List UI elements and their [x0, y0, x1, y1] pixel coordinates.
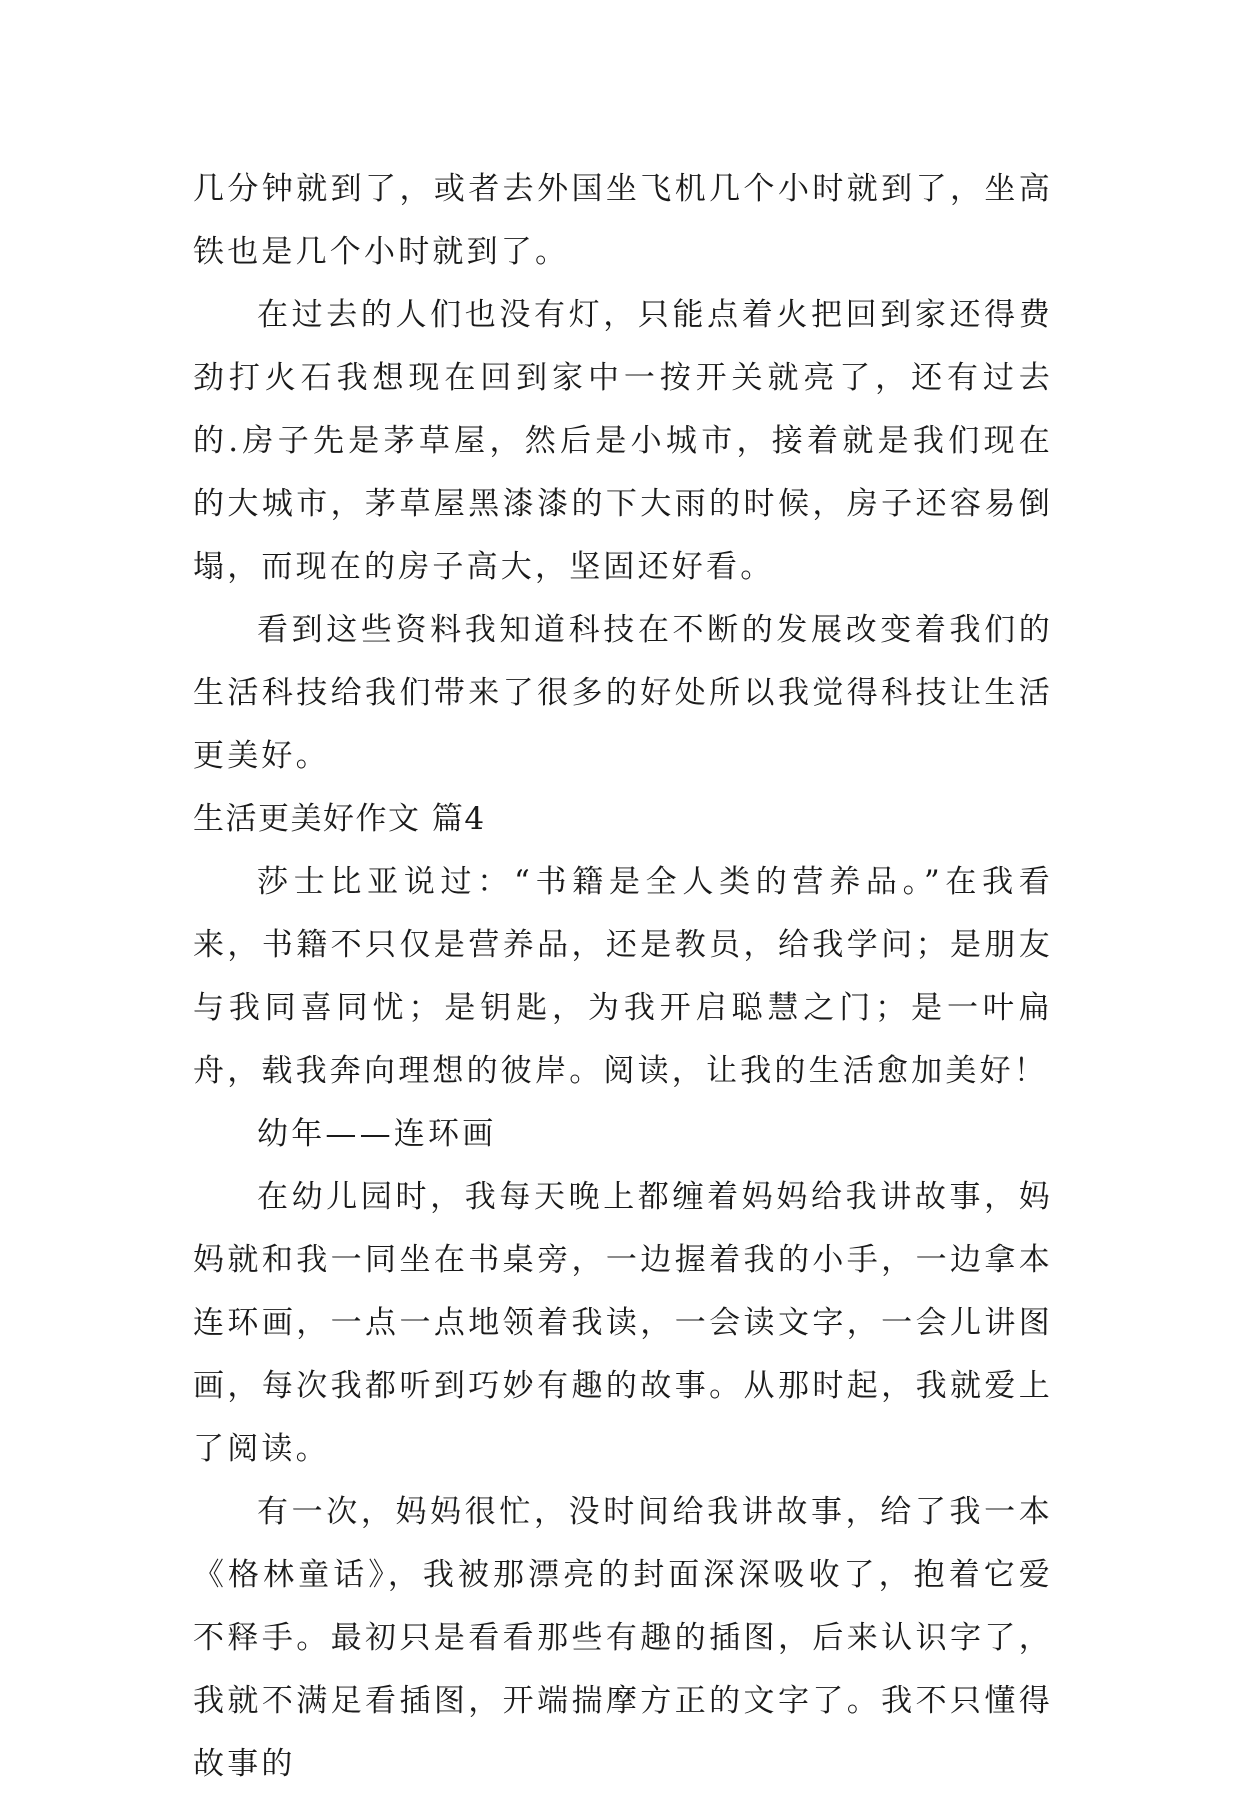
- section-heading: 生活更美好作文 篇4: [193, 801, 486, 837]
- paragraph-conclusion: 看到这些资料我知道科技在不断的发展改变着我们的生活科技给我们带来了很多的好处所以我觉得科技让生活更美好。: [193, 612, 1053, 774]
- paragraph-past-life: 在过去的人们也没有灯，只能点着火把回到家还得费劲打火石我想现在回到家中一按开关就亮了，还有过去的.房子先是茅草屋，然后是小城市，接着就是我们现在的大城市，茅草屋黑漆漆的下大雨的时候，房子还容易倒塌，而现在的房子高大，坚固还好看。: [193, 297, 1053, 585]
- paragraph-travel: 几分钟就到了，或者去外国坐飞机几个小时就到了，坐高铁也是几个小时就到了。: [193, 171, 1053, 270]
- paragraph-shakespeare: 莎士比亚说过：“书籍是全人类的营养品。”在我看来，书籍不只仅是营养品，还是教员，给我学问；是朋友与我同喜同忧；是钥匙，为我开启聪慧之门；是一叶扁舟，载我奔向理想的彼岸。阅读，让我的生活愈加美好！: [193, 864, 1053, 1089]
- subheading-childhood: 幼年——连环画: [257, 1116, 497, 1152]
- paragraph-kindergarten: 在幼儿园时，我每天晚上都缠着妈妈给我讲故事，妈妈就和我一同坐在书桌旁，一边握着我的小手，一边拿本连环画，一点一点地领着我读，一会读文字，一会儿讲图画，每次我都听到巧妙有趣的故事。从那时起，我就爱上了阅读。: [193, 1179, 1053, 1467]
- document-body: [193, 158, 1053, 1796]
- paragraph-grimm-tales: 有一次，妈妈很忙，没时间给我讲故事，给了我一本《格林童话》，我被那漂亮的封面深深吸收了，抱着它爱不释手。最初只是看看那些有趣的插图，后来认识字了，我就不满足看插图，开端揣摩方正的文字了。我不只懂得故事的: [193, 1494, 1053, 1782]
